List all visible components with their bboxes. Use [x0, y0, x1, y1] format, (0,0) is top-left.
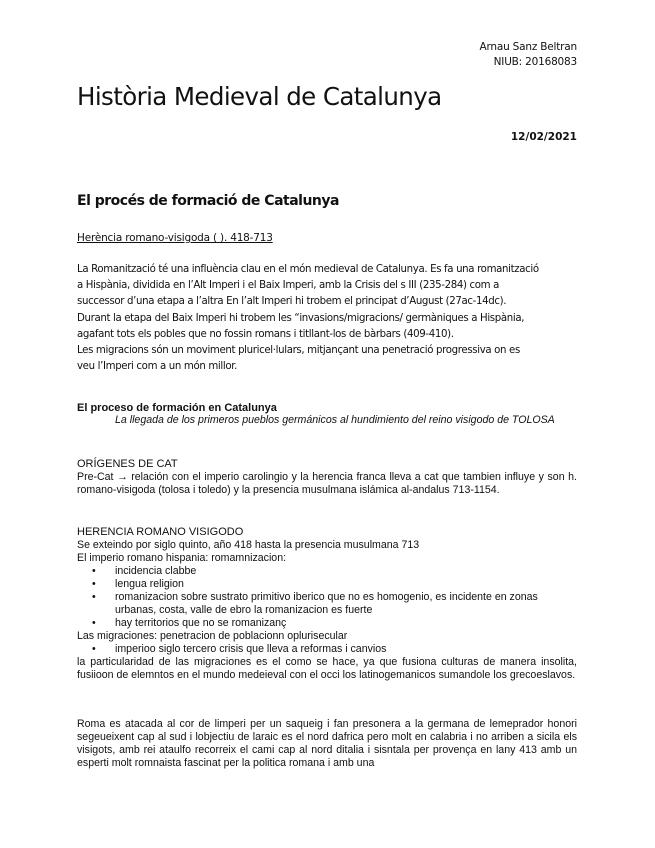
list-item: • hay territorios que no se romanizanç — [77, 617, 577, 630]
herencia-line: El imperio romano hispania: romamnizacion: — [77, 552, 287, 564]
list-item: • incidencia clabbe — [77, 565, 577, 578]
intro-paragraph — [77, 262, 587, 375]
document-title: Història Medieval de Catalunya — [77, 82, 442, 111]
paragraph-line: La Romanització té una influència clau en el món medieval de Catalunya. Es fa una romanització — [77, 264, 539, 275]
bullet-list — [77, 643, 577, 656]
list-item: • romanizacion sobre sustrato primitivo iberico que no es homogenio, es incidente en zonas urbanas, costa, valle de ebro la romanizacion es fuerte — [77, 591, 577, 617]
paragraph-line: successor d’una etapa a l’altra En l’alt Imperi hi trobem el principat d’August (27ac-14dc). — [77, 296, 507, 308]
origins-text: Pre-Cat → relación con el imperio carolingio y la herencia franca lleva a cat que tambien influye y son h. romano-visigoda (tolosa i toledo) y la presencia musulmana islámica al-andalus 713-1154. — [77, 471, 577, 496]
migraciones-line: Las migraciones: penetracion de poblacionn oplurisecular — [77, 630, 348, 642]
list-item: • lengua religion — [77, 578, 577, 591]
herencia-heading: HERENCIA ROMANO VISIGODO — [77, 526, 244, 538]
origins-heading: ORÍGENES DE CAT — [77, 458, 178, 470]
author-block — [479, 40, 577, 70]
particularidad-text: la particularidad de las migraciones es el como se hace, ya que fusiona culturas de manera insolita, fusiioon de elemntos en el mundo medeieval con el occi los latinogemanicos sumandole los grecoeslavos. — [77, 656, 577, 681]
list-item: • imperioo siglo tercero crisis que lleva a reformas i canvios — [77, 643, 577, 656]
paragraph-line: agafant tots els pobles que no fossin romans i titllant-los de bàrbars (409-410). — [77, 328, 454, 340]
roma-paragraph: Roma es atacada al cor de limperi per un saqueig i fan presonera a la germana de lemeprador honori segeueixent cap al sud i lobjectiu de laraic es el nord dafrica pero molt en calabria i no arriben a sicila els visigots, amb rei ataulfo recorreix el cami cap al nord ditalia i sisntala per provença en lany 413 amb un esperti molt romnaista fascinat per la politica romana i amb una — [77, 718, 577, 769]
paragraph-line: Durant la etapa del Baix Imperi hi trobem les “invasions/migracions/ germàniques a Hispània, — [77, 312, 525, 324]
author-name: Arnau Sanz Beltran — [479, 41, 577, 53]
bullet-list — [77, 565, 577, 630]
herencia-line: Se exteindo por siglo quinto, año 418 hasta la presencia musulmana 713 — [77, 539, 420, 551]
notes-subtitle: La llegada de los primeros pueblos germánicos al hundimiento del reino visigodo de TOLOSA — [115, 414, 555, 426]
section-subheading: Herència romano-visigoda ( ). 418-713 — [77, 232, 273, 244]
document-date: 12/02/2021 — [510, 131, 577, 143]
section-heading: El procés de formació de Catalunya — [77, 193, 339, 209]
paragraph-line: veu l’Imperi com a un món millor. — [77, 361, 238, 373]
origins-block — [77, 458, 577, 497]
herencia-block — [77, 526, 577, 682]
paragraph-line: a Hispània, dividida en l’Alt Imperi i el Baix Imperi, amb la Crisis del s III (235-284) com a — [77, 280, 499, 292]
paragraph-line: Les migracions són un moviment pluricel·lulars, mitjançant una penetració progressiva on es — [77, 345, 520, 357]
student-id: NIUB: 20168083 — [493, 56, 577, 68]
notes-title: El proceso de formación en Catalunya — [77, 402, 277, 414]
